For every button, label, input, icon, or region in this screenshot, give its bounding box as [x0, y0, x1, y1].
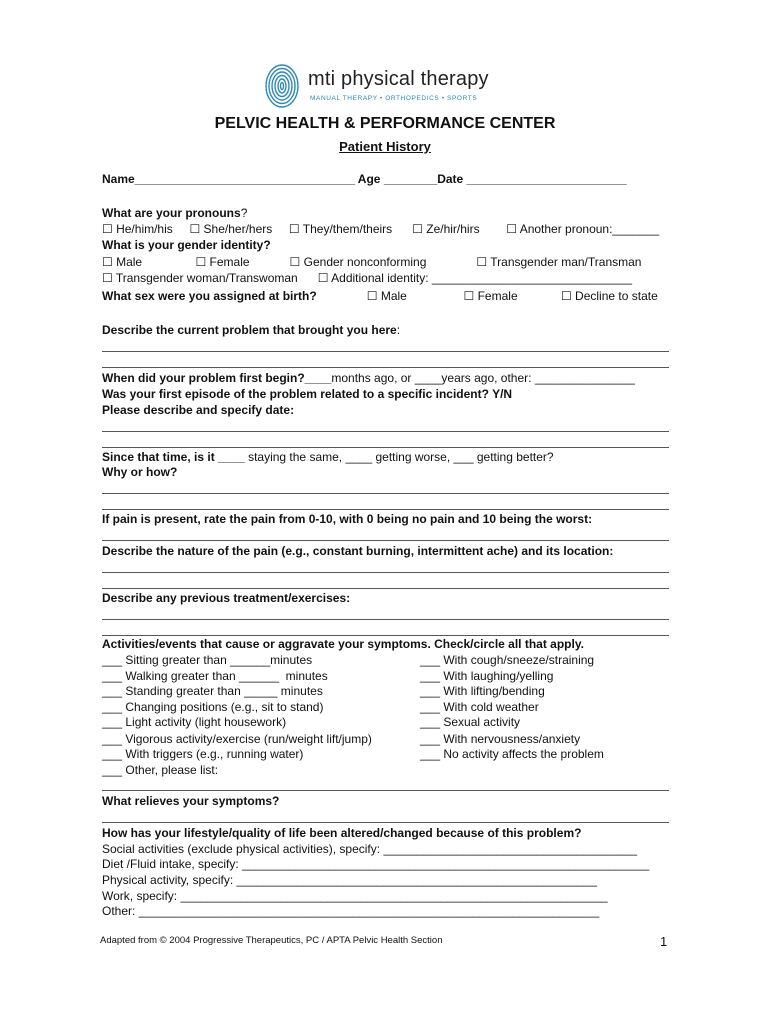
sex-question: What sex were you assigned at birth? — [102, 289, 317, 303]
answer-line[interactable] — [102, 351, 669, 352]
pronouns-options[interactable]: ☐ He/him/his ☐ She/her/hers ☐ They/them/theirs ☐ Ze/hir/hirs ☐ Another pronoun:_______ — [102, 222, 660, 236]
page-title: PELVIC HEALTH & PERFORMANCE CENTER — [214, 115, 556, 132]
pain-nature-question: Describe the nature of the pain (e.g., constant burning, intermittent ache) and its location: — [102, 544, 614, 558]
activities-question: Activities/events that cause or aggravate your symptoms. Check/circle all that apply. — [102, 637, 584, 651]
answer-line[interactable] — [102, 572, 669, 573]
lifestyle-other[interactable]: Other: _____________________________________________________________________ — [102, 904, 600, 918]
first-begin-question: When did your problem first begin?____ — [102, 371, 332, 385]
footer-credit: Adapted from © 2004 Progressive Therapeutics, PC / APTA Pelvic Health Section — [100, 935, 443, 946]
fingerprint-logo-icon — [262, 62, 302, 112]
logo-name: mti physical therapy — [308, 68, 489, 90]
pronouns-qmark: ? — [240, 206, 248, 220]
answer-line[interactable] — [102, 367, 669, 368]
lifestyle-diet[interactable]: Diet /Fluid intake, specify: _____________________________________________________________ — [102, 857, 650, 871]
activity-item[interactable]: ___ Light activity (light housework) — [102, 715, 287, 729]
first-episode-question: Was your first episode of the problem related to a specific incident? Y/N — [102, 387, 513, 401]
lifestyle-physical[interactable]: Physical activity, specify: ______________________________________________________ — [102, 873, 597, 887]
lifestyle-work[interactable]: Work, specify: ________________________________________________________________ — [102, 889, 608, 903]
activity-item[interactable]: ___ Sexual activity — [420, 715, 521, 729]
current-problem-label: Describe the current problem that brought you here — [102, 323, 397, 337]
answer-line[interactable] — [102, 588, 669, 589]
activity-item[interactable]: ___ No activity affects the problem — [420, 747, 604, 761]
activity-item[interactable]: ___ With cough/sneeze/straining — [420, 653, 595, 667]
logo — [262, 62, 492, 112]
sex-row — [102, 289, 658, 304]
since-row — [102, 450, 554, 465]
logo-tagline: MANUAL THERAPY • ORTHOPEDICS • SPORTS — [310, 95, 478, 102]
activity-item[interactable]: ___ With triggers (e.g., running water) — [102, 747, 304, 761]
pronouns-label: What are your pronouns — [102, 206, 241, 220]
answer-line[interactable] — [102, 431, 669, 432]
activity-item[interactable]: ___ Sitting greater than ______minutes — [102, 653, 313, 667]
lifestyle-social[interactable]: Social activities (exclude physical activities), specify: ______________________________________ — [102, 842, 638, 856]
first-begin-row — [102, 371, 635, 386]
activity-item[interactable]: ___ Changing positions (e.g., sit to stand) — [102, 700, 324, 714]
activity-item[interactable]: ___ With lifting/bending — [420, 684, 545, 698]
answer-line[interactable] — [102, 540, 669, 541]
name-age-date-line[interactable]: Name_________________________________ Age ________Date ________________________ — [102, 172, 627, 186]
activity-item[interactable]: ___ With cold weather — [420, 700, 539, 714]
gender-options-row2[interactable]: ☐ Transgender woman/Transwoman ☐ Additional identity: ______________________________ — [102, 271, 633, 285]
why-question: Why or how? — [102, 465, 178, 479]
since-options[interactable]: staying the same, ____ getting worse, ___ getting better? — [244, 450, 554, 464]
gender-question: What is your gender identity? — [102, 238, 271, 252]
activity-item[interactable]: ___ Standing greater than _____ minutes — [102, 684, 323, 698]
activity-item[interactable]: ___ With nervousness/anxiety — [420, 732, 581, 746]
current-problem-colon: : — [396, 323, 401, 337]
answer-line[interactable] — [102, 619, 669, 620]
activity-item[interactable]: ___ Other, please list: — [102, 763, 219, 777]
since-question: Since that time, is it ____ — [102, 450, 245, 464]
relieves-question: What relieves your symptoms? — [102, 794, 280, 808]
answer-line[interactable] — [102, 447, 669, 448]
page-number: 1 — [660, 934, 668, 949]
lifestyle-question: How has your lifestyle/quality of life been altered/changed because of this problem? — [102, 826, 582, 840]
page-subtitle: Patient History — [339, 139, 431, 154]
answer-line[interactable] — [102, 790, 669, 791]
activity-item[interactable]: ___ Vigorous activity/exercise (run/weight lift/jump) — [102, 732, 372, 746]
answer-line[interactable] — [102, 635, 669, 636]
previous-treatment-question: Describe any previous treatment/exercises: — [102, 591, 351, 605]
activity-item[interactable]: ___ Walking greater than ______ minutes — [102, 669, 328, 683]
describe-date-question: Please describe and specify date: — [102, 403, 295, 417]
answer-line[interactable] — [102, 509, 669, 510]
gender-options-row1[interactable]: ☐ Male ☐ Female ☐ Gender nonconforming ☐ Transgender man/Transman — [102, 255, 642, 269]
sex-options[interactable]: ☐ Male ☐ Female ☐ Decline to state — [316, 289, 658, 303]
pronouns-question — [102, 206, 247, 221]
current-problem-question — [102, 323, 400, 338]
first-begin-options[interactable]: months ago, or ____years ago, other: _______________ — [331, 371, 635, 385]
pain-rate-question: If pain is present, rate the pain from 0-10, with 0 being no pain and 10 being the worst: — [102, 512, 593, 526]
answer-line[interactable] — [102, 822, 669, 823]
activity-item[interactable]: ___ With laughing/yelling — [420, 669, 554, 683]
answer-line[interactable] — [102, 493, 669, 494]
